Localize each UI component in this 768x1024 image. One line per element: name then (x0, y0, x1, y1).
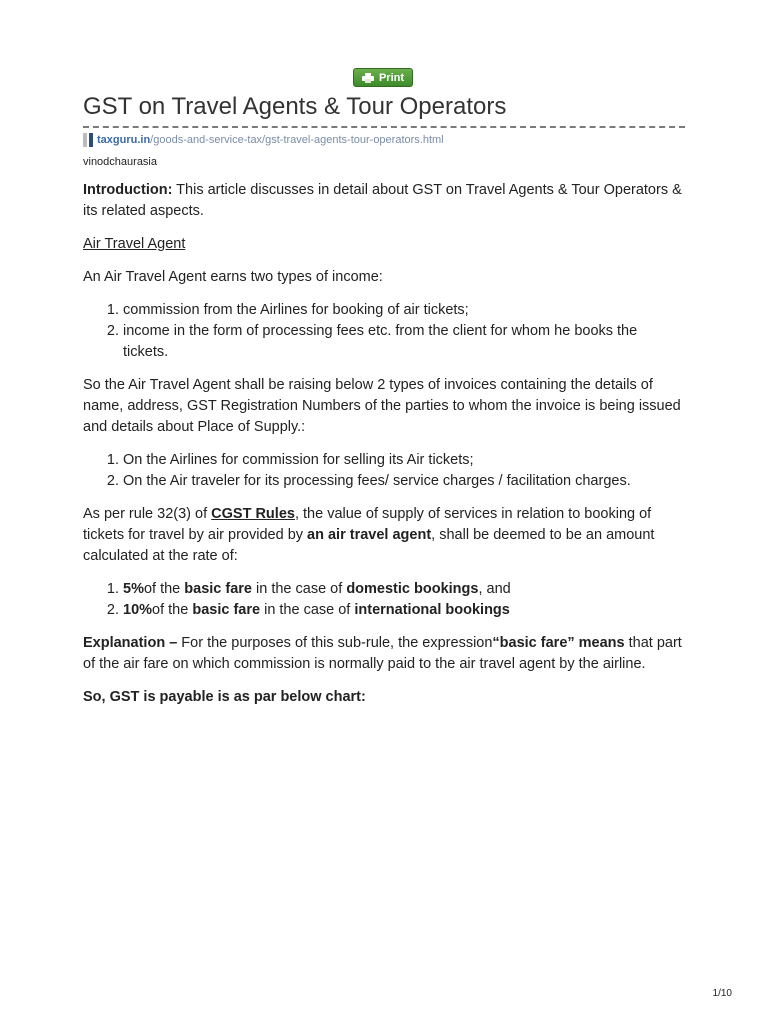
article-body (83, 180, 683, 720)
list-item: 2. 10%of the basic fare in the case of international bookings (123, 600, 683, 621)
author-name: vinodchaurasia (83, 156, 157, 168)
income-intro: An Air Travel Agent earns two types of income: (83, 269, 383, 285)
source-domain-link[interactable]: taxguru.in (97, 134, 151, 146)
source-line (83, 133, 444, 147)
print-button-label: Print (378, 71, 405, 84)
income-list (83, 300, 683, 363)
explanation-paragraph: Explanation – For the purposes of this sub-rule, the expression“basic fare” means that part of the air fare on which commission is normally paid to the air travel agent by the airline. (83, 635, 682, 672)
section-heading: Air Travel Agent (83, 236, 186, 252)
source-marker-dark (89, 133, 93, 147)
source-path-link[interactable]: /goods-and-service-tax/gst-travel-agents-tour-operators.html (150, 134, 444, 146)
rate-list (83, 579, 683, 621)
title-divider (83, 126, 685, 128)
invoice-paragraph: So the Air Travel Agent shall be raising below 2 types of invoices containing the details of name, address, GST Registration Numbers of the parties to whom the invoice is being issued and details about Place of Supply.: (83, 377, 681, 435)
list-item: 1. commission from the Airlines for booking of air tickets; (123, 300, 683, 321)
list-item: 1. 5%of the basic fare in the case of domestic bookings, and (123, 579, 683, 600)
page-number: 1/10 (712, 988, 732, 999)
invoice-list (83, 450, 683, 492)
chart-intro: So, GST is payable is as par below chart: (83, 689, 366, 705)
list-item: 1. On the Airlines for commission for selling its Air tickets; (123, 450, 683, 471)
intro-paragraph (83, 180, 683, 222)
source-marker-light (83, 133, 87, 147)
intro-text: This article discusses in detail about GST on Travel Agents & Tour Operators & its related aspects. (83, 182, 682, 219)
printer-icon (362, 73, 374, 83)
cgst-rules-link[interactable]: CGST Rules (211, 506, 295, 522)
rule-paragraph: As per rule 32(3) of CGST Rules, the value of supply of services in relation to booking of tickets for travel by air provided by an air travel agent, shall be deemed to be an amount calculated at the rate of: (83, 506, 655, 564)
intro-label: Introduction: (83, 182, 173, 198)
print-button[interactable] (353, 68, 413, 87)
list-item: 2. income in the form of processing fees etc. from the client for whom he books the tickets. (123, 321, 683, 363)
page-title: GST on Travel Agents & Tour Operators (83, 93, 507, 120)
list-item: 2. On the Air traveler for its processing fees/ service charges / facilitation charges. (123, 471, 683, 492)
